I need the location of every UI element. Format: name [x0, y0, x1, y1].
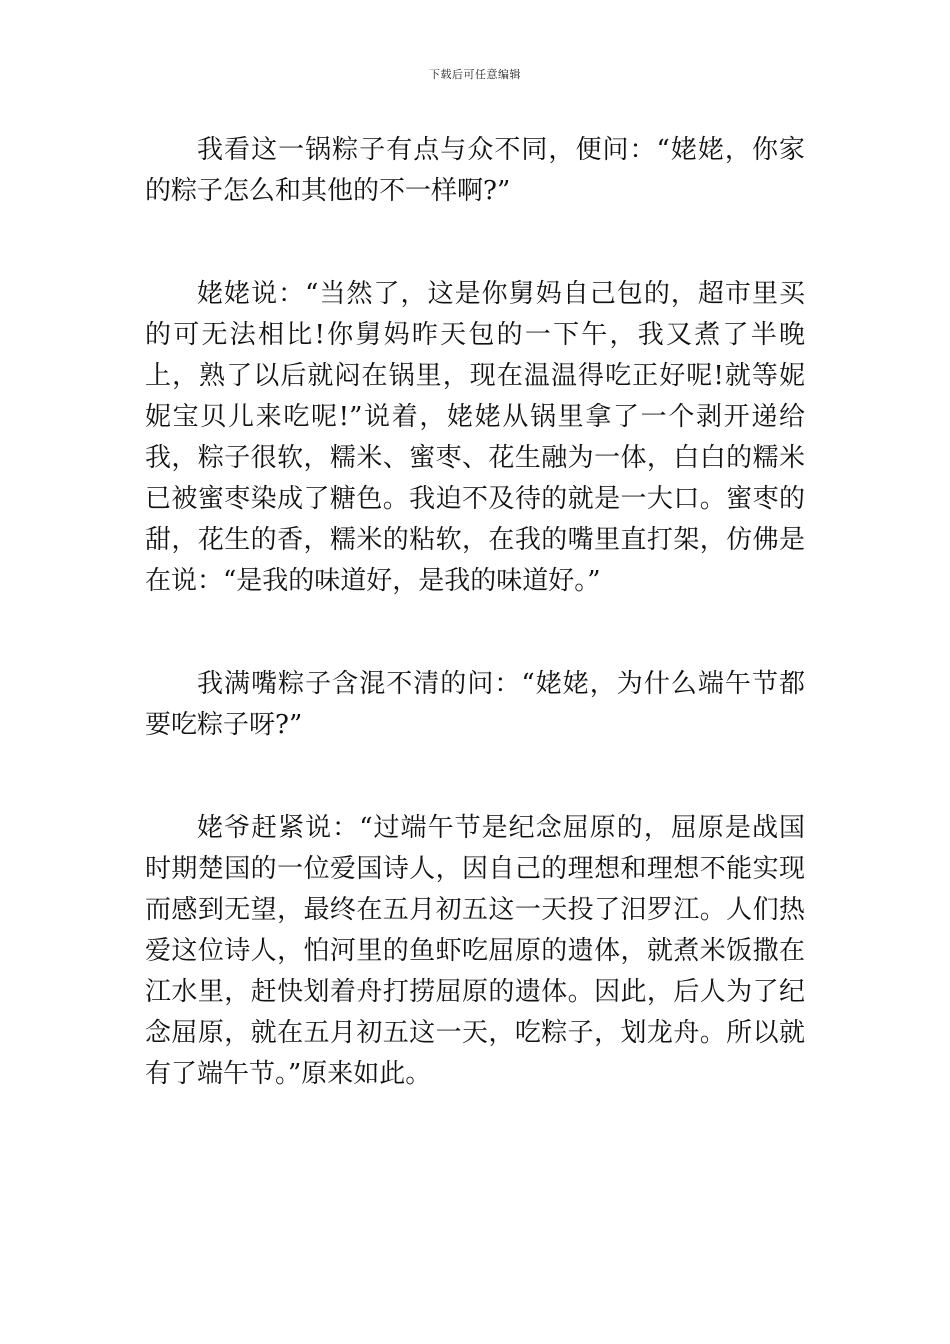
- paragraph-2: 姥姥说：“当然了，这是你舅妈自己包的，超市里买的可无法相比!你舅妈昨天包的一下午，我又煮了半晚上，熟了以后就闷在锅里，现在温温得吃正好呢!就等妮妮宝贝儿来吃呢!”说着，姥姥从锅里拿了一个剥开递给我，粽子很软，糯米、蜜枣、花生融为一体，白白的糯米已被蜜枣染成了糖色。我迫不及待的就是一大口。蜜枣的甜，花生的香，糯米的粘软，在我的嘴里直打架，仿佛是在说：“是我的味道好，是我的味道好。”: [145, 279, 805, 596]
- header-note: 下载后可任意编辑: [429, 68, 521, 81]
- paragraph-3: 我满嘴粽子含混不清的问：“姥姥，为什么端午节都要吃粽子呀?”: [145, 669, 805, 740]
- paragraph-4: 姥爷赶紧说：“过端午节是纪念屈原的，屈原是战国时期楚国的一位爱国诗人，因自己的理想和理想不能实现而感到无望，最终在五月初五这一天投了汨罗江。人们热爱这位诗人，怕河里的鱼虾吃屈原的遗体，就煮米饭撒在江水里，赶快划着舟打捞屈原的遗体。因此，后人为了纪念屈原，就在五月初五这一天，吃粽子，划龙舟。所以就有了端午节。”原来如此。: [145, 813, 805, 1089]
- paragraph-1: 我看这一锅粽子有点与众不同，便问：“姥姥，你家的粽子怎么和其他的不一样啊?”: [145, 135, 805, 206]
- document-body: [145, 130, 805, 1095]
